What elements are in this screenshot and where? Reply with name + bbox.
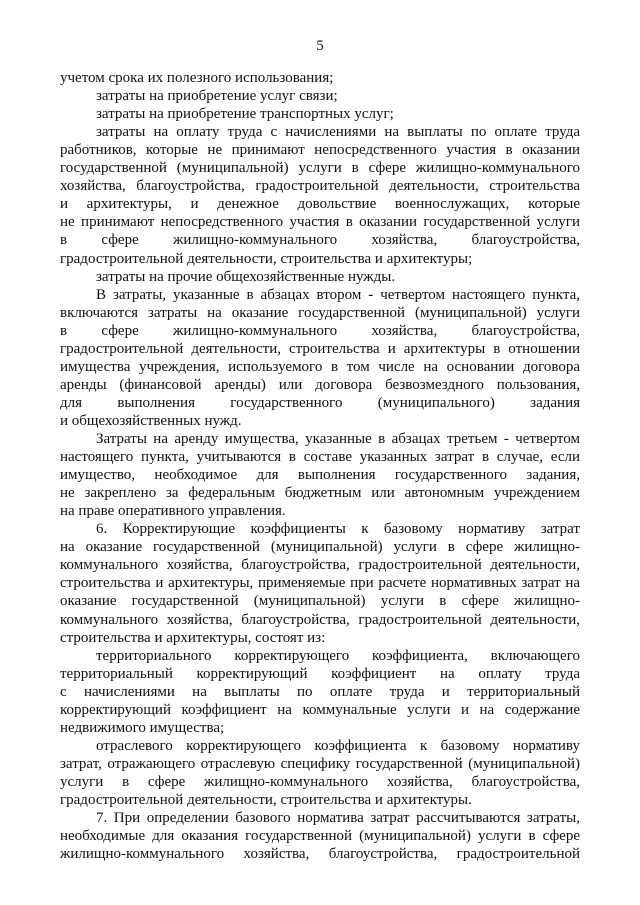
text-line: градостроительной деятельности, строительства и архитектуры;	[60, 250, 473, 267]
text-line: недвижимого имущества;	[60, 719, 225, 736]
text-line: затраты на прочие общехозяйственные нужды.	[96, 268, 396, 285]
text-line: жилищно-коммунального хозяйства, благоустройства, градостроительной	[60, 846, 580, 863]
text-line: услуги в сфере жилищно-коммунального хозяйства, благоустройства,	[60, 773, 580, 790]
text-line: государственной (муниципальной) услуги в сфере жилищно-коммунального	[60, 160, 580, 177]
text-line: затраты на оплату труда с начислениями на выплаты по оплате труда	[96, 124, 580, 141]
text-line: включаются затраты на оказание государственной (муниципальной) услуги	[60, 304, 580, 321]
text-line: Затраты на аренду имущества, указанные в абзацах третьем - четвертом	[96, 431, 580, 447]
text-line: В затраты, указанные в абзацах втором - четвертом настоящего пункта,	[96, 286, 580, 303]
text-line: на праве оперативного управления.	[60, 503, 286, 520]
text-line: учетом срока их полезного использования;	[60, 70, 334, 86]
text-line: корректирующий коэффициент на коммунальные услуги и на содержание	[60, 701, 580, 718]
text-line: строительства и архитектуры, применяемые при расчете нормативных затрат на	[60, 575, 580, 592]
text-line: не закреплено за федеральным бюджетным или автономным учреждением	[60, 485, 580, 502]
text-line: 6. Корректирующие коэффициенты к базовому нормативу затрат	[96, 521, 580, 538]
text-line: строительства и архитектуры, состоят из:	[60, 629, 326, 646]
text-line: в сфере жилищно-коммунального хозяйства, благоустройства,	[60, 232, 580, 249]
text-line: градостроительной деятельности, строительства и архитектуры в отношении	[60, 340, 580, 357]
text-line: не принимают непосредственного участия в оказании государственной услуги	[60, 214, 580, 231]
text-line: затраты на приобретение транспортных услуг;	[96, 106, 394, 123]
text-line: и архитектуры, и денежное довольствие военнослужащих, которые	[60, 196, 580, 213]
text-line: территориальный корректирующий коэффициент на оплату труда	[60, 665, 580, 682]
text-line: 7. При определении базового норматива затрат рассчитываются затраты,	[96, 810, 580, 827]
text-line: необходимые для оказания государственной (муниципальной) услуги в сфере	[60, 828, 580, 845]
text-line: коммунального хозяйства, благоустройства, градостроительной деятельности,	[60, 611, 580, 628]
page-number: 5	[316, 38, 324, 54]
text-line: затрат, отражающего отраслевую специфику государственной (муниципальной)	[60, 755, 580, 772]
text-line: на оказание государственной (муниципальной) услуги в сфере жилищно-	[60, 539, 580, 556]
text-line: оказание государственной (муниципальной) услуги в сфере жилищно-	[60, 593, 580, 610]
text-line: с начислениями на выплаты по оплате труда и территориальный	[60, 683, 580, 700]
text-line: и общехозяйственных нужд.	[60, 412, 242, 429]
text-line: для выполнения государственного (муниципального) задания	[60, 394, 580, 411]
text-line: имущество, необходимое для выполнения государственного задания,	[60, 467, 580, 484]
text-line: хозяйства, благоустройства, градостроительной деятельности, строительства	[60, 178, 580, 195]
text-line: работников, которые не принимают непосредственного участия в оказании	[60, 142, 580, 159]
text-line: аренды (финансовой аренды) или договора безвозмездного пользования,	[60, 376, 580, 393]
text-line: отраслевого корректирующего коэффициента к базовому нормативу	[96, 737, 580, 754]
text-line: затраты на приобретение услуг связи;	[96, 88, 338, 105]
text-line: имущества учреждения, используемого в том числе на основании договора	[60, 358, 580, 375]
text-line: территориального корректирующего коэффициента, включающего	[96, 647, 580, 664]
text-line: градостроительной деятельности, строительства и архитектуры.	[60, 792, 472, 808]
text-line: в сфере жилищно-коммунального хозяйства, благоустройства,	[60, 322, 580, 339]
text-line: настоящего пункта, учитываются в составе указанных затрат в случае, если	[60, 449, 580, 466]
text-line: коммунального хозяйства, благоустройства, градостроительной деятельности,	[60, 557, 580, 574]
